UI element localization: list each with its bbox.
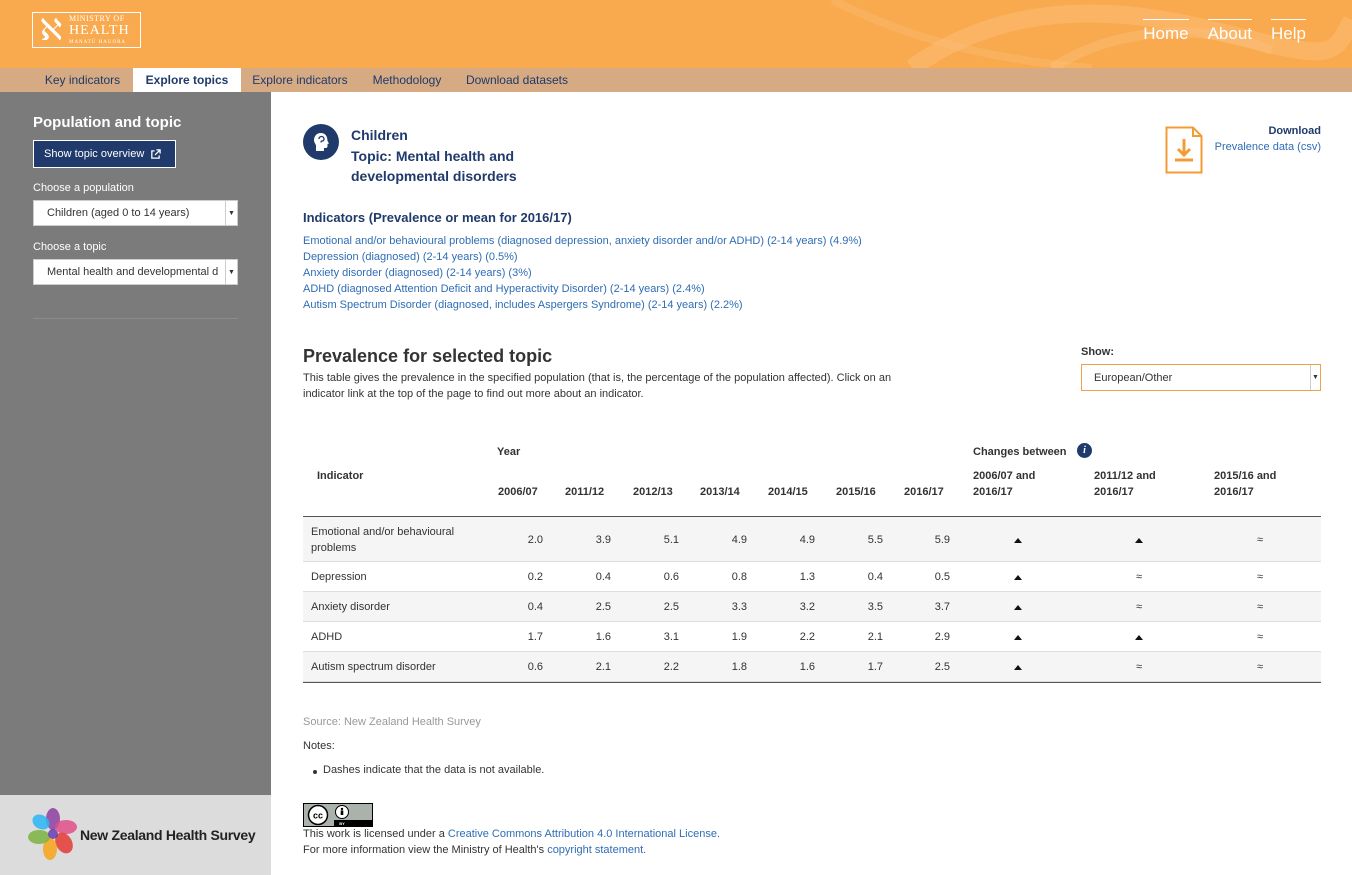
- nav-home-link[interactable]: Home: [1143, 19, 1188, 44]
- no-change-icon: ≈: [1135, 571, 1143, 583]
- increase-triangle-icon: [1008, 569, 1028, 585]
- row-indicator-name: [311, 569, 367, 585]
- value-cell: 1.6: [799, 661, 815, 673]
- prevalence-title: Prevalence for selected topic: [303, 346, 553, 366]
- no-change-icon: ≈: [1135, 661, 1143, 673]
- topic-label: Choose a topic: [33, 241, 107, 253]
- value-cell: 2.9: [934, 631, 950, 643]
- population-select[interactable]: [33, 200, 238, 226]
- increase-triangle-icon: [1008, 629, 1028, 645]
- show-select[interactable]: [1081, 364, 1321, 391]
- chevron-down-icon: ▼: [225, 260, 237, 284]
- sidebar-divider: [33, 318, 238, 319]
- value-cell: 0.6: [663, 571, 679, 583]
- value-cell: 2.5: [663, 601, 679, 613]
- year-header: Year: [497, 446, 521, 458]
- indicator-link-emotional[interactable]: Emotional and/or behavioural problems (diagnosed depression, anxiety disorder and/or ADHD) (2-14 years) (4.9%): [303, 235, 862, 247]
- topic-population: Children: [351, 127, 408, 143]
- copyright-text: [303, 844, 646, 856]
- top-nav: [1143, 19, 1306, 44]
- copyright-prefix: For more information view the Ministry of Health's: [303, 844, 548, 856]
- cc-badge-text: BY: [339, 821, 345, 826]
- svg-text:cc: cc: [312, 810, 324, 821]
- indicator-link-depression[interactable]: Depression (diagnosed) (2-14 years) (0.5%): [303, 251, 518, 263]
- change-col-line2: 2016/17: [973, 486, 1013, 498]
- nav-help-link[interactable]: Help: [1271, 19, 1306, 44]
- topic-select[interactable]: [33, 259, 238, 285]
- increase-triangle-icon: [1008, 599, 1028, 615]
- value-cell: 1.8: [731, 661, 747, 673]
- value-cell: 3.3: [731, 601, 747, 613]
- change-col-line1: 2006/07 and: [973, 470, 1036, 482]
- tab-bar: [0, 68, 1352, 92]
- value-cell: 0.6: [527, 661, 543, 673]
- row-name-line2: problems: [311, 542, 357, 554]
- value-cell: 3.2: [799, 601, 815, 613]
- license-text: [303, 828, 720, 840]
- logo-line2: HEALTH: [69, 23, 130, 38]
- value-cell: 2.2: [663, 661, 679, 673]
- copyright-statement-link[interactable]: copyright statement.: [547, 844, 647, 856]
- no-change-icon: ≈: [1256, 601, 1264, 613]
- ministry-logo[interactable]: [32, 12, 141, 48]
- survey-flower-icon: [28, 807, 78, 861]
- table-bottom-rule: [303, 682, 1321, 683]
- value-cell: 0.8: [731, 571, 747, 583]
- value-cell: 4.9: [731, 534, 747, 546]
- indicator-link-anxiety[interactable]: Anxiety disorder (diagnosed) (2-14 years) (3%): [303, 267, 532, 279]
- increase-triangle-icon: [1008, 532, 1028, 548]
- main-content: [271, 92, 1352, 875]
- row-name-line1: Autism spectrum disorder: [311, 661, 436, 673]
- year-col-header: 2006/07: [498, 486, 538, 498]
- value-cell: 2.5: [595, 601, 611, 613]
- value-cell: 0.2: [527, 571, 543, 583]
- value-cell: 0.4: [527, 601, 543, 613]
- value-cell: 3.5: [867, 601, 883, 613]
- head-profile-icon: [303, 124, 339, 160]
- tab-explore-topics[interactable]: Explore topics: [133, 68, 241, 92]
- change-col-line1: 2011/12 and: [1094, 470, 1156, 482]
- no-change-icon: ≈: [1256, 661, 1264, 673]
- show-topic-overview-button[interactable]: [33, 140, 176, 168]
- value-cell: 4.9: [799, 534, 815, 546]
- table-row: [303, 562, 1321, 592]
- change-col-line2: 2016/17: [1214, 486, 1254, 498]
- value-cell: 3.1: [663, 631, 679, 643]
- survey-logo-text: New Zealand Health Survey: [80, 827, 256, 843]
- topic-title-line1: Topic: Mental health and: [351, 147, 515, 164]
- source-note: Source: New Zealand Health Survey: [303, 716, 481, 728]
- value-cell: 0.4: [867, 571, 883, 583]
- topic-title-line2: developmental disorders: [351, 168, 517, 184]
- row-name-line1: Emotional and/or behavioural: [311, 526, 455, 538]
- value-cell: 5.5: [867, 534, 883, 546]
- value-cell: 0.4: [595, 571, 611, 583]
- no-change-icon: ≈: [1135, 601, 1143, 613]
- external-link-icon: [150, 149, 161, 160]
- year-col-header: 2012/13: [633, 486, 673, 498]
- table-row: [303, 652, 1321, 682]
- value-cell: 2.1: [595, 661, 611, 673]
- indicator-link-adhd[interactable]: ADHD (diagnosed Attention Deficit and Hyperactivity Disorder) (2-14 years) (2.4%): [303, 283, 705, 295]
- row-name-line1: Depression: [311, 571, 367, 583]
- table-row: [303, 622, 1321, 652]
- show-select-value: European/Other: [1094, 371, 1173, 384]
- change-col-header: [1214, 468, 1276, 500]
- logo-line1: MINISTRY OF: [69, 14, 125, 23]
- chevron-down-icon: ▼: [1310, 365, 1320, 390]
- row-indicator-name: [311, 599, 390, 615]
- overview-button-label: Show topic overview: [44, 148, 145, 160]
- change-col-line2: 2016/17: [1094, 486, 1134, 498]
- logo-line3: MANATŪ HAUORA: [69, 40, 127, 45]
- year-col-header: 2013/14: [700, 486, 740, 498]
- value-cell: 1.7: [867, 661, 883, 673]
- year-col-header: 2014/15: [768, 486, 808, 498]
- change-col-header: [1094, 468, 1156, 500]
- creative-commons-icon: [304, 804, 372, 826]
- koru-logo-icon: ℵ: [39, 13, 63, 47]
- tab-download-datasets[interactable]: Download datasets: [465, 73, 569, 87]
- sidebar-title: Population and topic: [33, 114, 182, 131]
- cc-license-link[interactable]: Creative Commons Attribution 4.0 International License.: [447, 828, 720, 840]
- tab-methodology[interactable]: Methodology: [372, 73, 442, 87]
- population-select-value: Children (aged 0 to 14 years): [47, 207, 190, 219]
- topic-select-value: Mental health and developmental d: [47, 266, 219, 278]
- changes-header: Changes between: [973, 446, 1067, 458]
- increase-triangle-icon: [1129, 629, 1149, 645]
- download-document-icon[interactable]: [1165, 126, 1203, 174]
- prevalence-description: This table gives the prevalence in the specified population (that is, the percentage of the population affected). Click on an indicator link at the top of the page to find out more about an indicator.: [303, 372, 892, 400]
- row-indicator-name: [311, 524, 454, 556]
- table-row: [303, 517, 1321, 562]
- header-bar: [0, 0, 1352, 68]
- change-col-header: [973, 468, 1035, 500]
- cc-license-badge[interactable]: [303, 803, 373, 827]
- no-change-icon: ≈: [1256, 534, 1264, 546]
- year-col-header: 2016/17: [904, 486, 944, 498]
- prevalence-csv-link[interactable]: Prevalence data (csv): [1214, 141, 1321, 153]
- change-col-line1: 2015/16 and: [1214, 470, 1277, 482]
- tab-key-indicators[interactable]: Key indicators: [44, 73, 121, 87]
- value-cell: 5.1: [663, 534, 679, 546]
- value-cell: 0.5: [934, 571, 950, 583]
- increase-triangle-icon: [1008, 659, 1028, 675]
- value-cell: 1.6: [595, 631, 611, 643]
- value-cell: 3.7: [934, 601, 950, 613]
- indicator-link-autism[interactable]: Autism Spectrum Disorder (diagnosed, includes Aspergers Syndrome) (2-14 years) (2.2%): [303, 299, 743, 311]
- increase-triangle-icon: [1129, 532, 1149, 548]
- indicator-links: [303, 233, 862, 313]
- year-col-header: 2015/16: [836, 486, 876, 498]
- row-name-line1: ADHD: [311, 631, 343, 643]
- license-prefix: This work is licensed under a: [303, 828, 448, 840]
- topic-heading: [351, 125, 517, 187]
- population-label: Choose a population: [33, 182, 134, 194]
- year-col-header: 2011/12: [565, 486, 605, 498]
- notes-label: Notes:: [303, 740, 335, 752]
- tab-explore-indicators[interactable]: Explore indicators: [252, 73, 348, 87]
- value-cell: 2.1: [867, 631, 883, 643]
- no-change-icon: ≈: [1256, 631, 1264, 643]
- value-cell: 2.5: [934, 661, 950, 673]
- nav-about-link[interactable]: About: [1208, 19, 1252, 44]
- indicators-title: Indicators (Prevalence or mean for 2016/17): [303, 210, 572, 225]
- sidebar: [0, 92, 271, 795]
- note-item: Dashes indicate that the data is not available.: [323, 764, 545, 776]
- indicator-header: Indicator: [317, 470, 364, 482]
- table-row: [303, 592, 1321, 622]
- value-cell: 1.9: [731, 631, 747, 643]
- row-name-line1: Anxiety disorder: [311, 601, 390, 613]
- value-cell: 2.0: [527, 534, 543, 546]
- row-indicator-name: [311, 659, 436, 675]
- value-cell: 3.9: [595, 534, 611, 546]
- no-change-icon: ≈: [1256, 571, 1264, 583]
- value-cell: 2.2: [799, 631, 815, 643]
- value-cell: 1.3: [799, 571, 815, 583]
- info-icon[interactable]: i: [1077, 443, 1092, 458]
- value-cell: 1.7: [527, 631, 543, 643]
- value-cell: 5.9: [934, 534, 950, 546]
- download-heading: Download: [1268, 125, 1321, 137]
- row-indicator-name: [311, 629, 342, 645]
- chevron-down-icon: ▼: [225, 201, 237, 225]
- nz-health-survey-logo: [0, 795, 271, 875]
- show-label: Show:: [1081, 346, 1114, 358]
